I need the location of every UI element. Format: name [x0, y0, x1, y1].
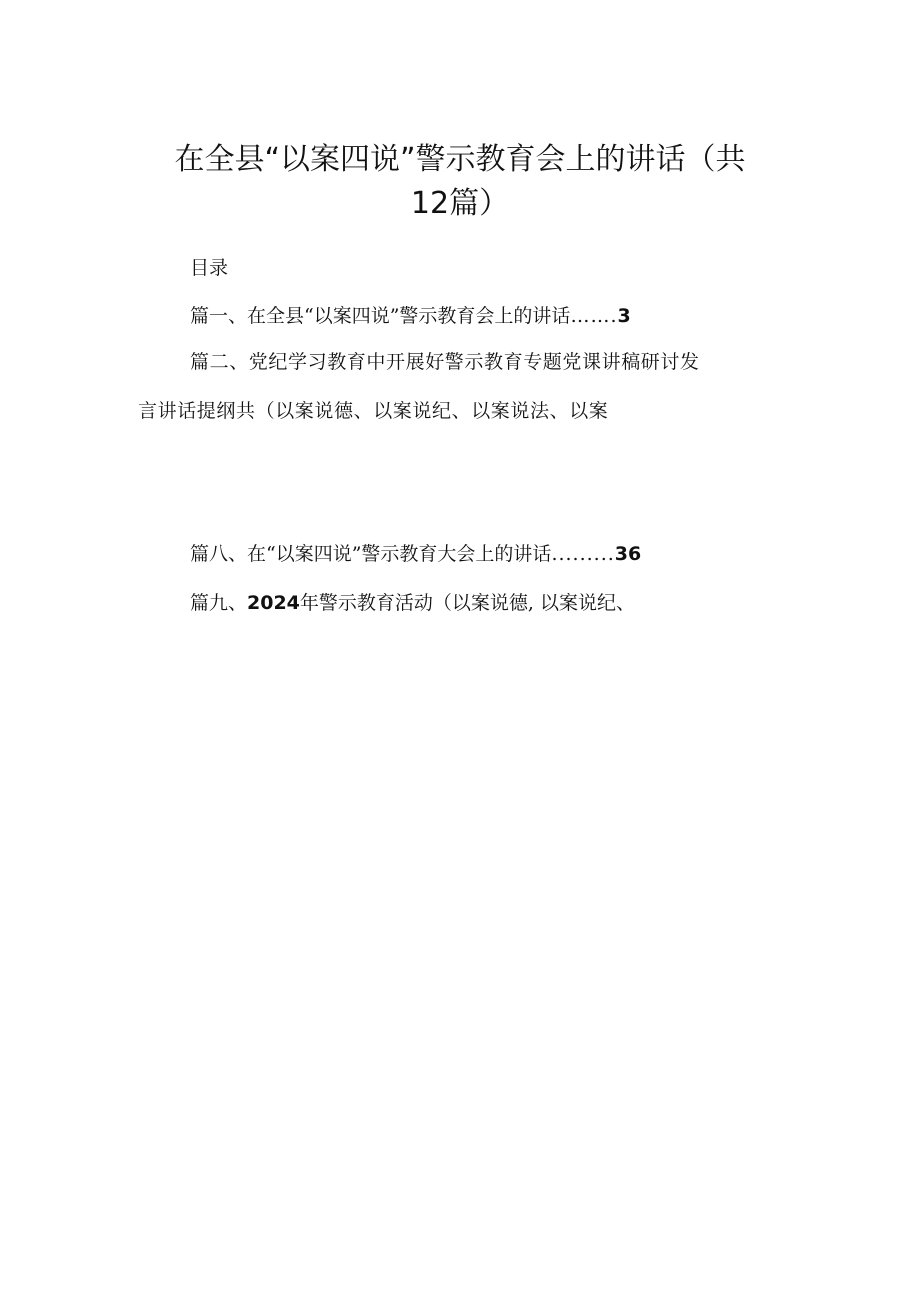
toc-item-9-suffix: 年警示教育活动（以案说德, 以案说纪、	[299, 592, 635, 614]
toc-item-2-line-1[interactable]: 篇二、党纪学习教育中开展好警示教育专题党课讲稿研讨发	[190, 351, 700, 373]
toc-item-8-page: 36	[614, 543, 642, 565]
toc-item-9-prefix: 篇九、	[190, 592, 248, 614]
toc-item-9[interactable]	[190, 589, 635, 617]
toc-item-1[interactable]	[190, 302, 631, 330]
title-line-1: 在全县“以案四说”警示教育会上的讲话（共	[174, 142, 746, 177]
toc-item-1-leader: …….	[570, 305, 618, 327]
document-title	[130, 138, 790, 226]
toc-heading: 目录	[190, 257, 229, 279]
toc-item-2-line-2[interactable]: 言讲话提纲共（以案说德、以案说纪、以案说法、以案	[138, 400, 609, 422]
toc-item-1-text: 篇一、在全县“以案四说”警示教育会上的讲话	[190, 305, 571, 327]
toc-item-1-page: 3	[617, 305, 631, 327]
toc-item-9-year: 2024	[247, 592, 300, 614]
toc-item-8[interactable]	[190, 540, 641, 568]
toc-item-8-leader: .........	[551, 543, 615, 565]
title-line-2: 12篇）	[410, 186, 510, 221]
toc-item-8-text: 篇八、在“以案四说”警示教育大会上的讲话	[190, 543, 552, 565]
